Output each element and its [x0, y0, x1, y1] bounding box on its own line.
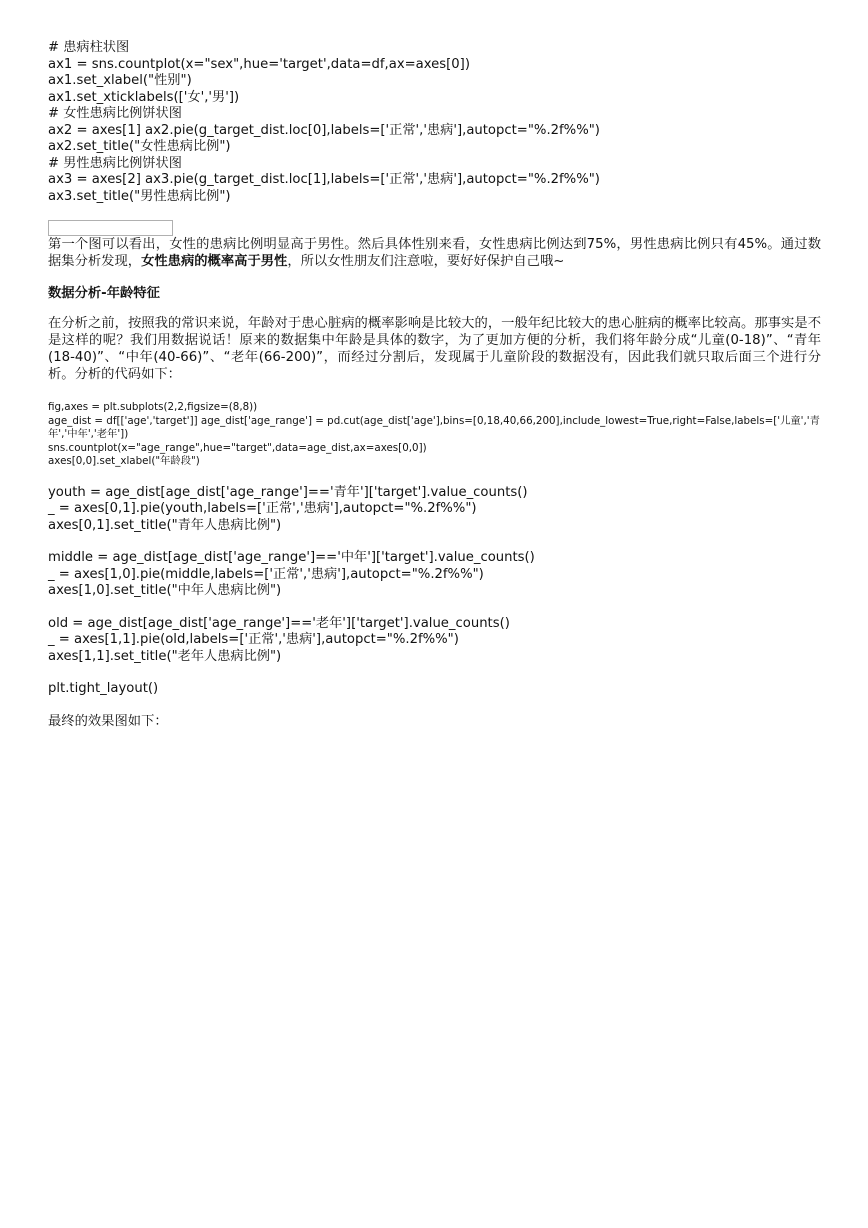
code-line: ax1.set_xlabel("性别") — [48, 73, 192, 88]
code-line: ax2.set_title("女性患病比例") — [48, 139, 231, 154]
code-line: ax1 = sns.countplot(x="sex",hue='target',data=df,ax=axes[0]) — [48, 56, 470, 72]
code-line: _ = axes[1,0].pie(middle,labels=['正常','患病'],autopct="%.2f%%") — [48, 566, 484, 582]
gender-analysis-paragraph — [48, 236, 821, 270]
code-line: axes[0,0].set_xlabel("年龄段") — [48, 455, 200, 467]
code-line: _ = axes[1,1].pie(old,labels=['正常','患病'],autopct="%.2f%%") — [48, 632, 459, 647]
code-block-layout — [48, 681, 820, 698]
code-line: old = age_dist[age_dist['age_range']=='老年']['target'].value_counts() — [48, 615, 510, 631]
code-line: # 女性患病比例饼状图 — [48, 106, 182, 121]
code-line: ax3 = axes[2] ax3.pie(g_target_dist.loc[1],labels=['正常','患病'],autopct="%.2f%%") — [48, 172, 600, 187]
code-line: # 男性患病比例饼状图 — [48, 155, 182, 171]
code-block-middle — [48, 550, 820, 600]
code-line: axes[1,0].set_title("中年人患病比例") — [48, 583, 282, 598]
code-line: axes[1,1].set_title("老年人患病比例") — [48, 648, 282, 664]
gender-text-before: 第一个图可以看出，女性的患病比例明显高于男性。然后具体性别来看，女性患病比例达到75%，男性患病比例只有45%。通过数据集分析发现， — [48, 237, 821, 269]
code-line: sns.countplot(x="age_range",hue="target",data=age_dist,ax=axes[0,0]) — [48, 441, 427, 454]
code-block-gender-plots — [48, 40, 820, 205]
gender-text-after: ，所以女性朋友们注意啦，要好好保护自己哦~ — [287, 254, 565, 269]
section-heading-age: 数据分析-年龄特征 — [48, 286, 160, 301]
code-line: ax1.set_xticklabels(['女','男']) — [48, 89, 240, 105]
code-line: axes[0,1].set_title("青年人患病比例") — [48, 517, 282, 533]
final-result-text: 最终的效果图如下： — [48, 713, 168, 729]
code-block-age-setup — [48, 401, 821, 469]
code-line: middle = age_dist[age_dist['age_range']=='中年']['target'].value_counts() — [48, 550, 535, 565]
code-line: fig,axes = plt.subplots(2,2,figsize=(8,8)) — [48, 401, 258, 413]
code-line: age_dist = df[['age','target']] age_dist['age_range'] = pd.cut(age_dist['age'],bins=[0,18,40,66,200],include_lowest=True,right=False,labels=['儿童','青年','中年','老年']) — [48, 414, 820, 440]
age-analysis-paragraph: 在分析之前，按照我的常识来说，年龄对于患心脏病的概率影响是比较大的，一般年纪比较大的患心脏病的概率比较高。那事实是不是这样的呢？我们用数据说话！原来的数据集中年龄是具体的数字，为了更加方便的分析，我们将年龄分成“儿童(0-18)”、“青年(18-40)”、“中年(40-66)”、“老年(66-200)”，而经过分割后，发现属于儿童阶段的数据没有，因此我们就只取后面三个进行分析。分析的代码如下： — [48, 316, 821, 382]
code-block-youth — [48, 485, 820, 535]
code-block-old — [48, 616, 820, 666]
broken-image-placeholder — [48, 220, 173, 236]
code-line: ax3.set_title("男性患病比例") — [48, 188, 231, 204]
code-line: youth = age_dist[age_dist['age_range']=='青年']['target'].value_counts() — [48, 484, 528, 500]
code-line: # 患病柱状图 — [48, 40, 130, 55]
code-line: plt.tight_layout() — [48, 681, 159, 696]
gender-text-bold: 女性患病的概率高于男性 — [141, 254, 288, 269]
code-line: _ = axes[0,1].pie(youth,labels=['正常','患病'],autopct="%.2f%%") — [48, 501, 477, 516]
code-line: ax2 = axes[1] ax2.pie(g_target_dist.loc[0],labels=['正常','患病'],autopct="%.2f%%") — [48, 122, 600, 138]
